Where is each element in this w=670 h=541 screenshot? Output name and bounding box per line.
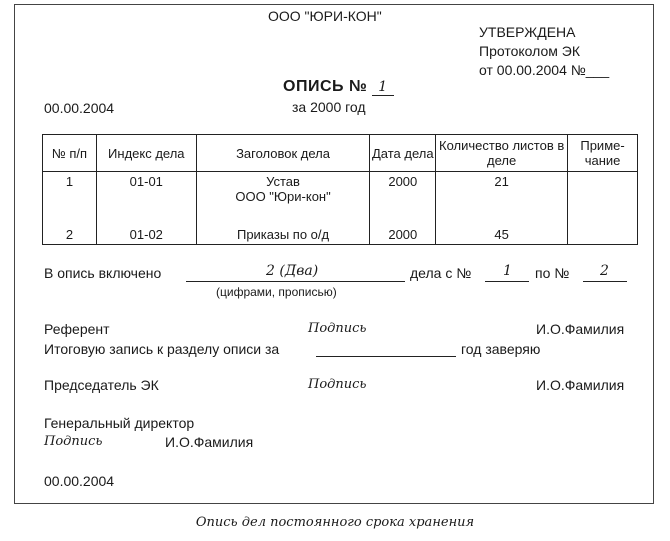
table-row [43,172,638,228]
count-value: 2 (Два) [266,263,319,279]
cell-sheets: 45 [436,227,568,245]
organization-name: ООО "ЮРИ-КОН" [268,8,382,24]
table-header-row [43,135,638,172]
director-signature: Подпись [44,434,103,449]
chair-role: Председатель ЭК [44,377,159,393]
from-value: 1 [503,263,512,279]
from-underline [485,281,529,282]
to-value: 2 [600,263,609,279]
col-header-date: Дата дела [370,135,436,172]
cell-number: 1 [43,172,97,228]
chair-signature: Подпись [308,377,367,392]
cell-date: 2000 [370,172,436,228]
referent-name: И.О.Фамилия [536,321,625,337]
cases-from-label: дела с № [410,265,472,281]
cell-date: 2000 [370,227,436,245]
included-label: В опись включено [44,265,162,281]
col-header-sheets: Количество листов в деле [436,135,568,172]
to-underline [583,281,627,282]
cell-sheets: 21 [436,172,568,228]
col-header-index: Индекс дела [96,135,196,172]
director-name: И.О.Фамилия [165,434,254,450]
cell-index: 01-01 [96,172,196,228]
cell-title-line2: ООО "Юри-кон" [235,189,331,204]
cell-number: 2 [43,227,97,245]
col-header-title: Заголовок дела [196,135,370,172]
cell-note [568,172,638,228]
cell-index: 01-02 [96,227,196,245]
document-date: 00.00.2004 [44,100,115,116]
cell-title: Приказы по о/д [196,227,370,245]
to-label: по № [535,265,570,281]
protocol-date: от 00.00.2004 №___ [479,62,610,78]
final-entry-underline [316,356,456,357]
referent-role: Референт [44,321,110,337]
title-label: ОПИСЬ № [283,78,368,95]
col-header-number: № п/п [43,135,97,172]
director-role: Генеральный директор [44,415,195,431]
referent-signature: Подпись [308,321,367,336]
count-hint: (цифрами, прописью) [216,285,337,299]
cell-note [568,227,638,245]
page-title [283,78,394,96]
inventory-number: 1 [372,79,393,96]
year-line: за 2000 год [292,99,366,115]
protocol-label: Протоколом ЭК [479,43,580,59]
count-underline [186,281,405,282]
col-header-note: Приме-чание [568,135,638,172]
approved-label: УТВЕРЖДЕНА [479,24,576,40]
figure-caption: Опись дел постоянного срока хранения [195,515,475,530]
cell-title [196,172,370,228]
footer-date: 00.00.2004 [44,473,115,489]
inventory-table [42,134,638,245]
cell-title-line1: Устав [266,174,300,189]
final-entry-label: Итоговую запись к разделу описи за [44,341,280,357]
chair-name: И.О.Фамилия [536,377,625,393]
final-entry-suffix: год заверяю [461,341,541,357]
table-row [43,227,638,245]
